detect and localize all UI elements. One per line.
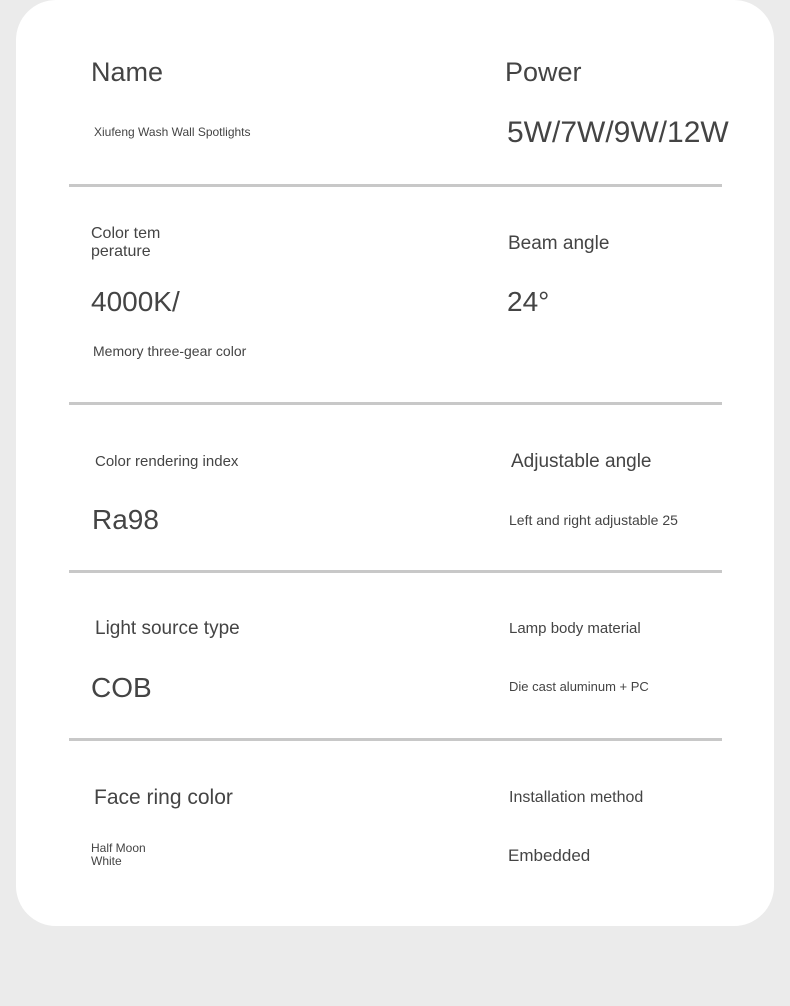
name-value: Xiufeng Wash Wall Spotlights [94, 125, 251, 139]
color-temperature-value: 4000K/ [91, 286, 180, 317]
body-material-label: Lamp body material [509, 620, 641, 637]
adjustable-angle-label: Adjustable angle [511, 451, 652, 472]
power-value: 5W/7W/9W/12W [507, 116, 729, 149]
spec-card [16, 0, 774, 926]
beam-angle-value: 24° [507, 286, 550, 317]
adjustable-angle-value: Left and right adjustable 25 [509, 512, 678, 528]
body-material-value: Die cast aluminum + PC [509, 679, 649, 694]
cri-label: Color rendering index [95, 453, 239, 470]
color-temperature-label: Color tem perature [91, 225, 161, 260]
installation-label: Installation method [509, 789, 644, 806]
face-ring-value: Half Moon White [91, 841, 146, 868]
color-temperature-note: Memory three-gear color [93, 343, 247, 359]
divider-2 [69, 402, 722, 405]
divider-3 [69, 570, 722, 573]
light-source-label: Light source type [95, 618, 240, 639]
divider-4 [69, 738, 722, 741]
power-label: Power [505, 57, 582, 87]
cri-value: Ra98 [92, 504, 159, 535]
beam-angle-label: Beam angle [508, 233, 610, 254]
installation-value: Embedded [508, 846, 591, 865]
light-source-value: COB [91, 672, 152, 703]
face-ring-label: Face ring color [94, 786, 233, 809]
name-label: Name [91, 57, 164, 87]
divider-1 [69, 184, 722, 187]
